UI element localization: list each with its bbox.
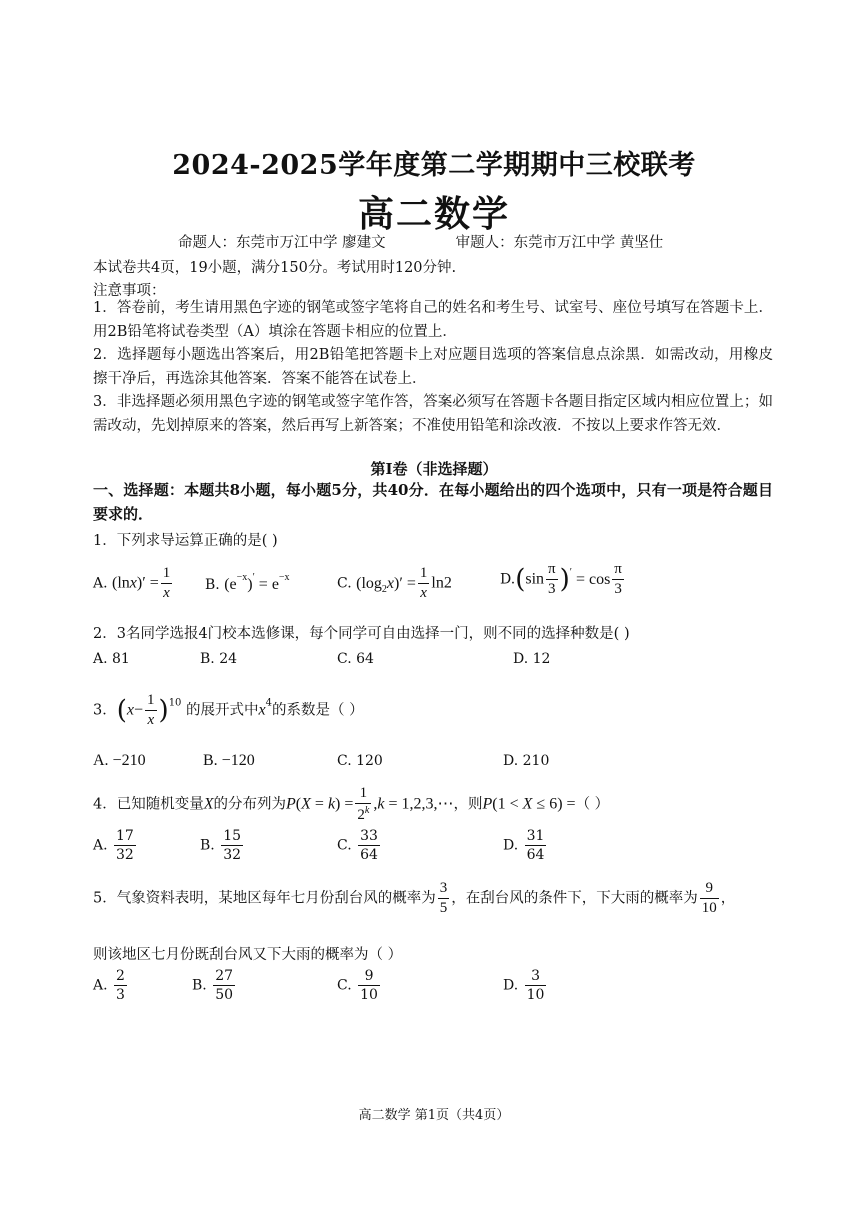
- q1-option-d: D.(sin $\frac{\pi}{3}$ )′ = cos $\frac{\pi}{3}$: [500, 561, 622, 597]
- q4-option-c: C. $\frac{33}{64}$: [337, 828, 378, 863]
- q2-option-c: C. 64: [337, 651, 374, 667]
- section-heading: 一、选择题：本题共8小题，每小题5分，共40分．在每小题给出的四个选项中，只有一项是符合题目要求的．: [93, 481, 773, 523]
- q3-text2: 的系数是（ ）: [272, 702, 364, 719]
- q5-option-c: C. $\frac{9}{10}$: [337, 968, 378, 1003]
- q4-option-a: A. $\frac{17}{32}$: [93, 828, 134, 863]
- q2-option-d: D. 12: [513, 651, 551, 667]
- exam-summary: 本试卷共4页，19小题，满分150分。考试用时120分钟.: [93, 260, 457, 276]
- note-3: 3．非选择题必须用黑色字迹的钢笔或签字笔作答，答案必须写在答题卡各题目指定区域内相应位置上；如需改动，先划掉原来的答案，然后再写上新答案；不准使用铅笔和涂改液．不按以上要求作答无效．: [93, 394, 773, 434]
- q5-option-d: D. $\frac{3}{10}$: [503, 968, 545, 1003]
- note-1: 1．答卷前，考生请用黑色字迹的钢笔或签字笔将自己的姓名和考生号、试室号、座位号填写在答题卡上．用2B铅笔将试卷类型（A）填涂在答题卡相应的位置上．: [93, 300, 773, 340]
- q3-text1: 的展开式中: [186, 702, 259, 719]
- q4-option-d: D. $\frac{31}{64}$: [503, 828, 545, 863]
- q3-option-d: D. 210: [503, 753, 550, 769]
- q1-option-c: C. $(\log_2x)'$ = $\frac{1}{x}$ ln2: [337, 565, 452, 601]
- q3-option-b: B. −120: [203, 752, 255, 769]
- setter: 命题人：东莞市万江中学 廖建文: [178, 235, 386, 251]
- page-footer: 高二数学 第1页（共4页）: [358, 1108, 510, 1123]
- q4-option-b: B. $\frac{15}{32}$: [200, 828, 242, 863]
- q5-option-b: B. $\frac{27}{50}$: [192, 968, 234, 1003]
- q5-stem-line2: 则该地区七月份既刮台风又下大雨的概率为（ ）: [93, 947, 403, 963]
- q1-option-a: A. (lnx)′ = $\frac{1}{x}$: [93, 565, 171, 601]
- q2-option-b: B. 24: [200, 651, 238, 667]
- notes-title: 注意事项：: [93, 283, 166, 299]
- q3-option-c: C. 120: [337, 753, 383, 769]
- note-2: 2．选择题每小题选出答案后，用2B铅笔把答题卡上对应题目选项的答案信息点涂黑．如需改动，用橡皮擦干净后，再选涂其他答案．答案不能答在试卷上．: [93, 347, 773, 387]
- q3-number: 3．: [93, 702, 117, 719]
- q4-stem: 4．已知随机变量X的分布列为P(X = k) = $\frac{1}{2^k}$ ,k = 1,2,3,⋯，则P(1 < X ≤ 6) =（ ）: [93, 785, 610, 823]
- q5-stem: 5．气象资料表明，某地区每年七月份刮台风的概率为 $\frac{3}{5}$ ，在刮台风的条件下，下大雨的概率为 $\frac{9}{10}$ ，: [93, 880, 736, 916]
- q2-stem: 2．3名同学选报4门校本选修课，每个同学可自由选择一门，则不同的选择种数是( ): [93, 626, 630, 642]
- reviewer: 审题人：东莞市万江中学 黄坚仕: [455, 235, 664, 251]
- subject-title: 高二数学: [357, 193, 510, 235]
- q1-stem: 1．下列求导运算正确的是( ): [93, 533, 278, 549]
- q3-option-a: A. −210: [93, 752, 146, 769]
- q1-option-b: B. $(e^{-x})' = e^{-x}$: [205, 572, 290, 593]
- authors-line: [178, 231, 663, 252]
- q5-option-a: A. $\frac{2}{3}$: [93, 968, 125, 1003]
- exam-title: 2024-2025学年度第二学期期中三校联考: [172, 150, 696, 181]
- q3-stem: 3．(x− $\frac{1}{x}$ )$^{10}$ 的展开式中$x^4$的系数是（ ）: [93, 692, 364, 728]
- section-title: 第Ⅰ卷（非选择题）: [370, 460, 498, 478]
- q2-option-a: A. 81: [93, 651, 130, 667]
